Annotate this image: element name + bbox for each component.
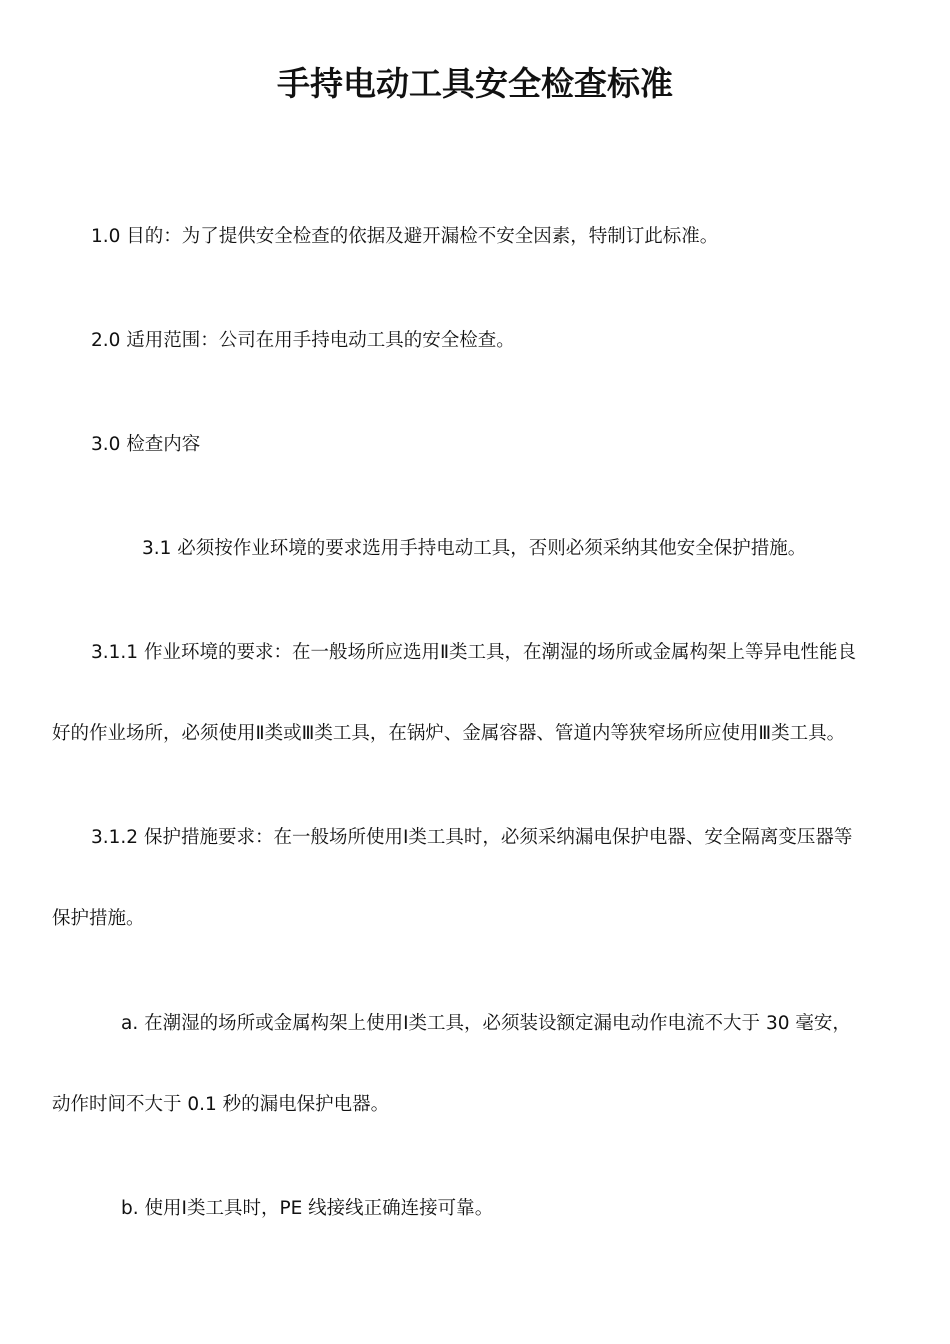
section-3-1-1-line2: 好的作业场所，必须使用Ⅱ类或Ⅲ类工具，在锅炉、金属容器、管道内等狭窄场所应使用Ⅲ类工具。 bbox=[52, 723, 846, 744]
section-3-1-2-line2: 保护措施。 bbox=[52, 908, 145, 929]
section-inspection-content: 3.0 检查内容 bbox=[91, 434, 201, 455]
item-a-line2: 动作时间不大于 0.1 秒的漏电保护电器。 bbox=[52, 1094, 390, 1115]
item-a-line1: a. 在潮湿的场所或金属构架上使用Ⅰ类工具，必须装设额定漏电动作电流不大于 30 毫安， bbox=[121, 1013, 851, 1034]
section-3-1-2-line1: 3.1.2 保护措施要求：在一般场所使用Ⅰ类工具时，必须采纳漏电保护电器、安全隔离变压器等 bbox=[91, 827, 853, 848]
section-purpose: 1.0 目的：为了提供安全检查的依据及避开漏检不安全因素，特制订此标准。 bbox=[91, 226, 719, 247]
section-3-1: 3.1 必须按作业环境的要求选用手持电动工具，否则必须采纳其他安全保护措施。 bbox=[142, 538, 807, 559]
document-title: 手持电动工具安全检查标准 bbox=[277, 64, 673, 103]
section-scope: 2.0 适用范围：公司在用手持电动工具的安全检查。 bbox=[91, 330, 515, 351]
section-3-1-1-line1: 3.1.1 作业环境的要求：在一般场所应选用Ⅱ类工具，在潮湿的场所或金属构架上等异电性能良 bbox=[91, 642, 857, 663]
item-b: b. 使用Ⅰ类工具时，PE 线接线正确连接可靠。 bbox=[121, 1198, 494, 1219]
